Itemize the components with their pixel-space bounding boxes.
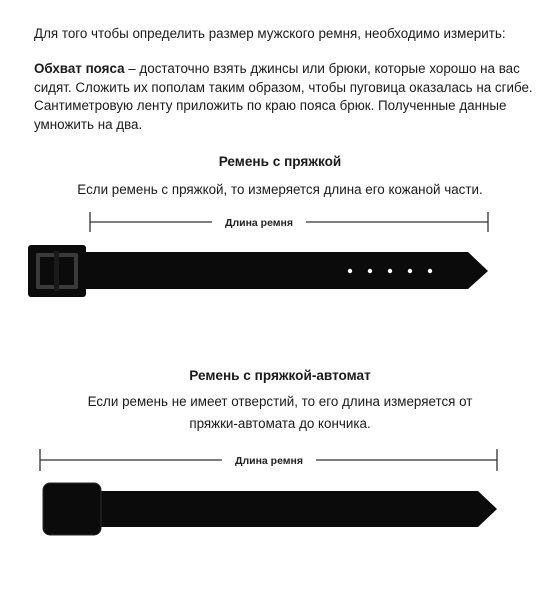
- belt-hole: [408, 269, 412, 273]
- auto-buckle-belt-title: Ремень с пряжкой-автомат: [189, 368, 371, 383]
- buckle-belt-caption: Если ремень с пряжкой, то измеряется длина его кожаной части.: [77, 182, 483, 197]
- length-dimension-line: [90, 212, 488, 232]
- intro-text: Для того чтобы определить размер мужского ремня, необходимо измерить:: [34, 26, 506, 41]
- belt-hole: [428, 269, 432, 273]
- belt-hole: [368, 269, 372, 273]
- belt-strap: [100, 491, 497, 527]
- belt-hole: [348, 269, 352, 273]
- auto-buckle-belt-caption-1: Если ремень не имеет отверстий, то его длина измеряется от: [87, 394, 473, 409]
- buckle-belt-diagram: [0, 205, 560, 305]
- waist-description: – достаточно взять джинсы или брюки, которые хорошо на вас сидят. Сложить их пополам таким образом, чтобы пуговица оказалась на сгибе. Сантиметровую ленту приложить по краю пояса брюк. Полученные данные умножить на два.: [34, 61, 533, 132]
- automatic-buckle: [43, 483, 101, 535]
- auto-buckle-belt-diagram: [0, 445, 560, 555]
- auto-buckle-belt-caption-2: пряжки-автомата до кончика.: [189, 416, 371, 431]
- length-dimension-line: [40, 449, 497, 471]
- belt-hole: [388, 269, 392, 273]
- length-label: Длина ремня: [224, 217, 294, 229]
- waist-term: Обхват пояса: [34, 61, 125, 76]
- belt-strap: [44, 252, 488, 289]
- buckle: [28, 245, 86, 297]
- buckle-belt-title: Ремень с пряжкой: [218, 154, 342, 169]
- waist-paragraph: [34, 60, 534, 134]
- length-label: Длина ремня: [234, 455, 304, 467]
